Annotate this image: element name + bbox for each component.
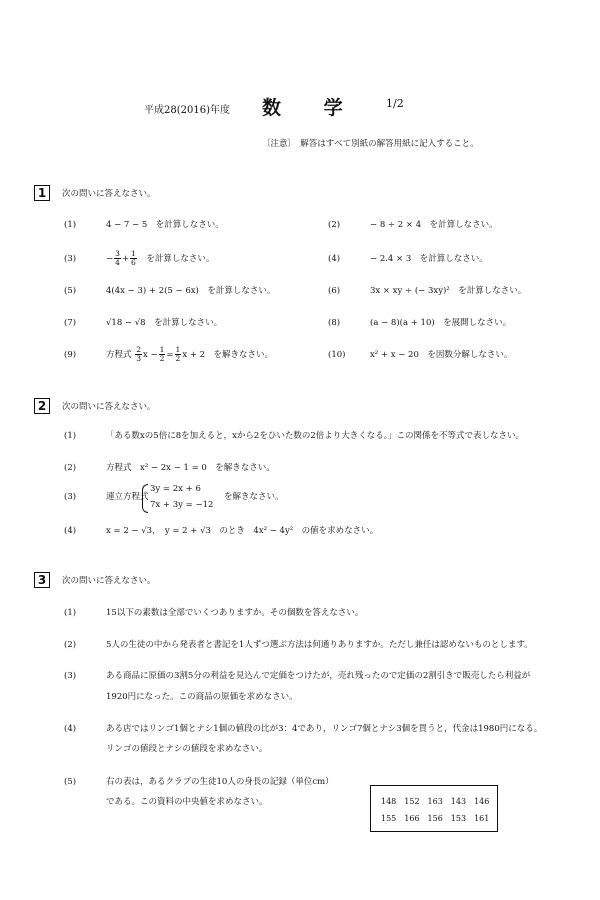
system-equation-instruction: を解きなさい。 (224, 492, 284, 502)
section-2-number: 2 (34, 398, 50, 414)
equation-brace (142, 484, 148, 513)
section-3-title: 次の問いに答えなさい。 (62, 576, 156, 586)
question-1-1: (1) 4 − 7 − 5 を計算しなさい。 (64, 220, 224, 230)
table-row: 148 152 163 143 146 (381, 797, 490, 806)
question-3-4-line-2: リンゴの値段とナシの値段を求めなさい。 (106, 744, 268, 754)
exam-subject: 数 学 (262, 97, 361, 119)
question-3-5-line-2: である。この資料の中央値を求めなさい。 (106, 797, 268, 807)
question-3-4: (4) ある店ではリンゴ1個とナシ1個の値段の比が3：4であり，リンゴ7個とナシ3個を買うと，代金は1980円になる。 (64, 724, 543, 734)
fraction: $\frac{2}{3}$ (136, 345, 141, 363)
question-1-4: (4) − 2.4 × 3 を計算しなさい。 (328, 254, 488, 264)
question-1-3: (3) − $\frac{3}{4}$ + $\frac{1}{6}$ を計算しなさい。 (64, 249, 215, 267)
question-2-1: (1) 「ある数xの5倍に8を加えると，xから2をひいた数の2倍より大きくなる。」この関係を不等式で表しなさい。 (64, 431, 524, 441)
question-3-2: (2) 5人の生徒の中から発表者と書記を1人ずつ選ぶ方法は何通りありますか。ただし兼任は認めないものとします。 (64, 640, 533, 650)
fraction: $\frac{1}{2}$ (175, 345, 181, 363)
question-3-3: (3) ある商品に原価の3割5分の利益を見込んで定価をつけたが，売れ残ったので定価の2割引きで販売したら利益が (64, 671, 531, 681)
notice: 〔注意〕 解答はすべて別紙の解答用紙に記入すること。 (262, 139, 479, 149)
system-equation-1: 3y = 2x + 6 (150, 484, 201, 494)
question-1-8: (8) (a − 8)(a + 10) を展開しなさい。 (328, 318, 512, 328)
section-2-title: 次の問いに答えなさい。 (62, 402, 156, 412)
section-3-number: 3 (34, 572, 50, 588)
question-3-3-line-2: 1920円になった。この商品の原価を求めなさい。 (106, 692, 298, 702)
question-2-3: (3) 連立方程式 (64, 492, 149, 502)
fraction: $\frac{1}{6}$ (131, 249, 136, 267)
question-3-1: (1) 15以下の素数は全部でいくつありますか。その個数を答えなさい。 (64, 608, 364, 618)
fraction: $\frac{1}{2}$ (159, 345, 165, 363)
page-number: 1/2 (386, 97, 404, 110)
height-data-table (370, 785, 498, 832)
question-1-6: (6) 3x × xy ÷ (− 3xy)² を計算しなさい。 (328, 286, 527, 296)
question-1-5: (5) 4(4x − 3) + 2(5 − 6x) を計算しなさい。 (64, 286, 276, 296)
question-3-5: (5) 右の表は，あるクラブの生徒10人の身長の記録（単位cm） (64, 777, 334, 787)
exam-year: 平成28(2016)年度 (144, 105, 230, 116)
question-2-4: (4) x = 2 − √3， y = 2 + √3 のとき 4x² − 4y² の値を求めなさい。 (64, 526, 379, 536)
section-1-title: 次の問いに答えなさい。 (62, 189, 156, 199)
question-2-2: (2) 方程式 x² − 2x − 1 = 0 を解きなさい。 (64, 463, 275, 473)
question-1-2: (2) − 8 ÷ 2 × 4 を計算しなさい。 (328, 220, 498, 230)
table-row: 155 166 156 153 161 (381, 814, 490, 823)
question-1-10: (10) x² + x − 20 を因数分解しなさい。 (328, 350, 513, 360)
question-1-7: (7) √18 − √8 を計算しなさい。 (64, 318, 223, 328)
fraction: $\frac{3}{4}$ (115, 249, 120, 267)
section-1-number: 1 (34, 185, 50, 201)
system-equation-2: 7x + 3y = −12 (150, 500, 214, 510)
question-1-9: (9) 方程式 $\frac{2}{3}$ x − $\frac{1}{2}$ = $\frac{1}{2}$ x + 2 を解きなさい。 (64, 345, 274, 363)
